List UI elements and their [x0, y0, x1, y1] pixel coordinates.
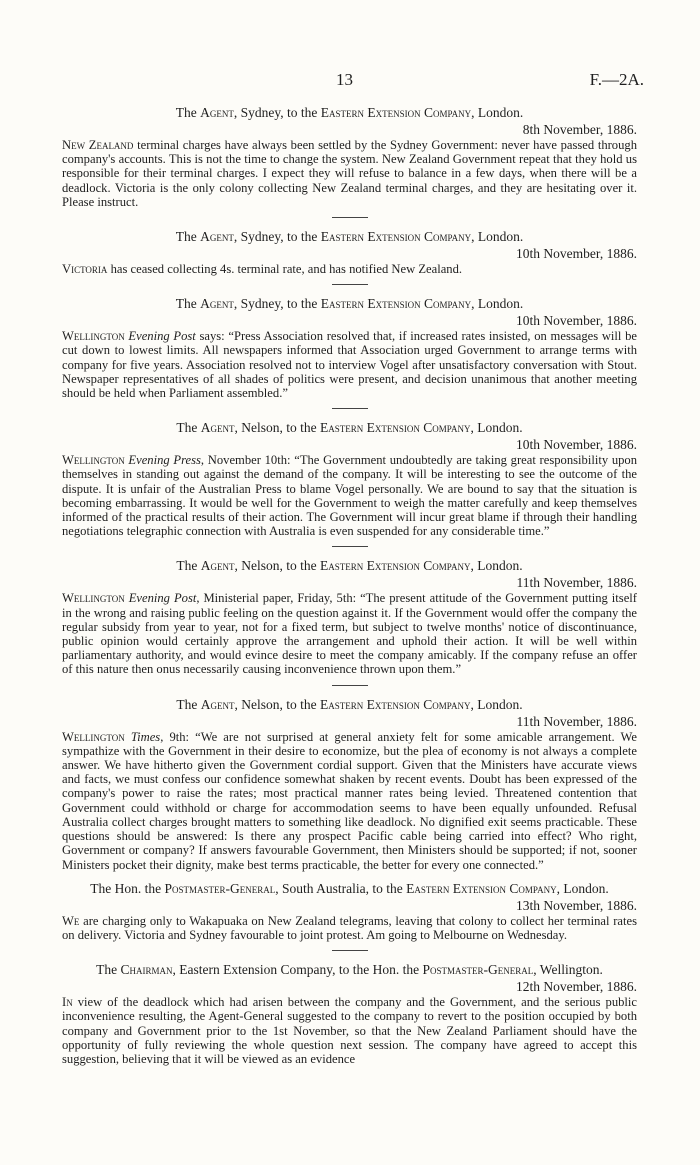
telegram-entry — [62, 295, 637, 409]
section-divider — [332, 546, 368, 547]
body-text: has ceased collecting 4s. terminal rate, and has notified New Zealand. — [107, 262, 463, 277]
heading-name: Eastern Extension Company — [320, 558, 471, 574]
heading-name: Eastern Extension Company — [320, 296, 472, 312]
heading-text: The Hon. the — [90, 880, 165, 896]
heading-text: , London. — [556, 880, 609, 896]
telegram-heading — [62, 419, 637, 436]
telegram-entry — [62, 228, 637, 285]
section-divider — [332, 408, 368, 409]
telegram-body — [62, 329, 637, 400]
heading-text: , London. — [470, 558, 523, 574]
body-text: , November 10th: “The Government undoubtedly are taking great responsibility upon themselves in standing out against the demand of the company. It will be interesting to see the outcome of the dispute. It is unfair of the Australian Press to blame Vogel personally. We are bound to say that the situation is becoming embarrassing. It would be well for the Government to weigh the matter carefully and keep themselves informed of the practical results of their action. The Government will incur great blame if through their handling negotiations telegraphic connection with Australia is even suspended for any considerable time.” — [62, 453, 638, 539]
heading-text: , Sydney, to the — [233, 229, 321, 245]
telegram-date: 8th November, 1886. — [522, 122, 637, 137]
heading-text: , Nelson, to the — [234, 420, 321, 436]
telegram-date: 10th November, 1886. — [516, 437, 637, 453]
heading-text: , London. — [470, 420, 523, 436]
heading-text: The — [175, 229, 201, 245]
heading-text: The — [176, 696, 201, 712]
telegram-entry — [62, 557, 637, 685]
telegram-heading — [62, 228, 637, 245]
section-divider — [332, 284, 368, 285]
body-lead-word: Victoria — [62, 262, 108, 277]
body-lead-word: Wellington — [62, 453, 125, 468]
heading-text: The — [96, 962, 121, 978]
heading-text: The — [175, 296, 201, 312]
telegram-body — [62, 138, 637, 209]
telegram-body — [62, 453, 637, 538]
page-reference: F.—2A. — [589, 70, 644, 89]
telegram-body — [62, 730, 637, 872]
body-lead-word: Wellington — [62, 329, 125, 344]
heading-name: Chairman — [120, 962, 173, 978]
body-text: says: “Press Association resolved that, if increased rates insisted, on messages will be cut down to lowest limits. All newspapers informed that Association urged Government to arrange terms with company for five years. Association resolved not to interview Vogel after unsatisfactory conversation with Stout. Newspaper representatives of all shades of politics were present, and decision unanimous that another meeting should be held when Parliament assembled.” — [62, 329, 637, 401]
heading-name: Agent — [200, 558, 235, 574]
heading-name: Eastern Extension Company — [320, 229, 472, 245]
body-lead-word: In — [62, 995, 73, 1010]
heading-name: Agent — [200, 229, 234, 245]
telegram-entry — [62, 104, 637, 218]
telegram-entry — [62, 880, 637, 951]
heading-text: , Wellington. — [533, 962, 603, 978]
section-divider — [332, 950, 368, 951]
telegram-entry — [62, 961, 637, 1066]
body-lead-word: New Zealand — [62, 138, 134, 152]
telegram-heading — [62, 696, 637, 713]
heading-text: The — [175, 105, 201, 120]
section-gap — [62, 872, 637, 880]
section-divider — [332, 217, 368, 218]
section-divider — [332, 685, 368, 686]
body-text: are charging only to Wakapuaka on New Zealand telegrams, leaving that colony to collect her terminal rates on delivery. Victoria and Sydney favourable to joint protest. Am going to Melbourne on Wednesday. — [62, 913, 637, 942]
body-text: terminal charges have always been settled by the Sydney Government: never have passed through company's accounts. This is not the time to change the system. New Zealand Government repeat that they hold us responsible for their terminal charges. I expect they will refuse to balance in a few days, when there will be a deadlock. Victoria is the only colony collecting New Zealand terminal charges, and they are hesitating over it. Please instruct. — [62, 138, 637, 209]
body-lead-word: We — [62, 913, 80, 928]
heading-text: , Sydney, to the — [233, 105, 321, 120]
heading-name: Eastern Extension Company — [406, 880, 557, 896]
heading-name: Postmaster-General — [422, 962, 534, 978]
body-lead-word: Wellington — [62, 591, 125, 606]
telegram-heading — [62, 557, 637, 574]
telegram-date: 12th November, 1886. — [516, 979, 637, 995]
telegram-body — [62, 914, 637, 942]
telegram-heading — [62, 961, 637, 978]
heading-name: Agent — [200, 696, 235, 712]
heading-text: The — [176, 558, 201, 574]
telegram-date: 10th November, 1886. — [516, 313, 637, 329]
heading-text: , Eastern Extension Company, to the Hon. the — [172, 962, 423, 978]
heading-text: , London. — [471, 105, 524, 120]
heading-name: Agent — [200, 420, 235, 436]
heading-name: Eastern Extension Company — [320, 420, 471, 436]
telegram-heading — [62, 295, 637, 312]
telegram-heading — [62, 104, 637, 121]
heading-name: Postmaster-General — [164, 880, 276, 896]
telegram-entry — [62, 419, 637, 547]
body-text: view of the deadlock which had arisen between the company and the Government, and the serious public inconvenience resulting, the Agent-General suggested to the company to revert to the position occupied by both company and Government prior to the 1st November, so that the New Zealand Parliament should have the opportunity of fully reviewing the whole question next session. The company have agreed to accept this suggestion, believing that it will be viewed as an evidence — [62, 995, 637, 1066]
page-number: 13 — [336, 70, 353, 89]
body-text: , Ministerial paper, Friday, 5th: “The present attitude of the Government putting itself in the wrong and raising public feeling on the question against it. If the Government would offer the company the regular subsidy from year to year, not for a fixed term, but subject to twelve months' notice of discontinuance, public opinion would certainly approve the arrangement and uphold their action. It will be well within parliamentary authority, and would evince desire to meet the company amicably. If the company refuse an offer of this nature then onus necessarily causing inconvenience thrown upon them.” — [62, 591, 637, 677]
newspaper-title: Evening Post — [124, 329, 196, 344]
telegram-date: 13th November, 1886. — [516, 897, 637, 913]
heading-text: The — [176, 420, 201, 436]
telegram-heading — [62, 880, 637, 897]
telegram-body — [62, 591, 637, 676]
newspaper-title: Evening Press — [124, 453, 201, 468]
telegram-date: 10th November, 1886. — [516, 246, 637, 262]
telegram-date: 11th November, 1886. — [516, 713, 637, 729]
heading-text: , Sydney, to the — [233, 296, 321, 312]
heading-name: Agent — [200, 296, 234, 312]
heading-text: , London. — [471, 229, 524, 245]
heading-name: Eastern Extension Company — [320, 105, 472, 120]
telegram-entry — [62, 696, 637, 880]
heading-name: Agent — [200, 105, 234, 120]
telegram-date: 11th November, 1886. — [516, 575, 637, 591]
body-lead-word: Wellington — [62, 729, 125, 744]
heading-text: , Nelson, to the — [234, 558, 321, 574]
heading-text: , South Australia, to the — [275, 880, 407, 896]
heading-text: , London. — [470, 696, 523, 712]
newspaper-title: Evening Post — [124, 591, 197, 606]
body-text: , 9th: “We are not surprised at general anxiety felt for some amicable arrangement. We sympathize with the Government in their desire to economize, but the plea of economy is not always a complete answer. We have hitherto given the Government cordial support. Given that the Ministers have accurate views and facts, we must confess our confidence somewhat shaken by recent events. Doubt has been expressed of the company's power to raise the rates; most practical manner rates being levied. Threatened contention that Government could withhold or charge for accommodation seems to have been equally unfounded. Refusal Australia collect charges brought matters to something like deadlock. No dignified exit seems practicable. These questions should be answered: Is there any prospect Pacific cable being carried into effect? Who right, Government or company? If answers favourable Government, then Ministers should be supported; if not, sooner Ministers pocket their dignity, make best terms practicable, the better for every one connected.” — [62, 729, 638, 872]
heading-text: , London. — [471, 296, 524, 312]
page-body — [62, 104, 637, 1066]
heading-text: , Nelson, to the — [234, 696, 321, 712]
telegram-body — [62, 262, 637, 276]
heading-name: Eastern Extension Company — [320, 696, 471, 712]
newspaper-title: Times — [124, 729, 161, 744]
telegram-body — [62, 995, 637, 1066]
